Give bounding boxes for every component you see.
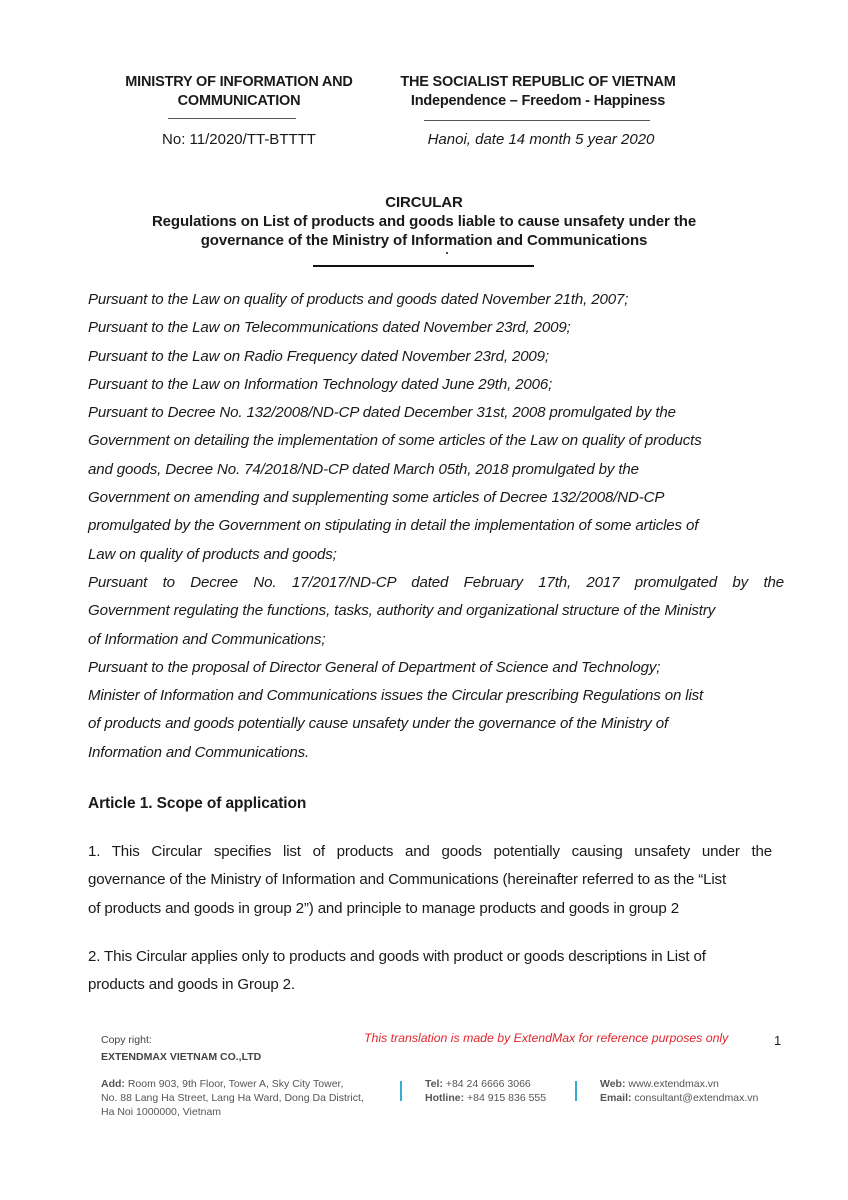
address-label: Add: xyxy=(101,1078,125,1090)
national-motto: Independence – Freedom - Happiness xyxy=(410,93,666,109)
circular-title xyxy=(60,193,788,250)
preamble-item-decree-17 xyxy=(88,569,784,654)
clause-line: 1. This Circular specifies list of products and goods potentially causing unsafety under the xyxy=(88,843,772,860)
preamble xyxy=(88,286,784,767)
footer-address xyxy=(101,1077,391,1119)
tel-label: Tel: xyxy=(425,1078,443,1090)
preamble-line: Government on amending and supplementing some articles of Decree 132/2008/ND-CP xyxy=(88,489,665,507)
tel-value: +84 24 6666 3066 xyxy=(442,1078,531,1090)
preamble-item-decree-132 xyxy=(88,399,784,569)
preamble-item: Pursuant to the Law on Radio Frequency dated November 23rd, 2009; xyxy=(88,347,549,365)
company-name: EXTENDMAX VIETNAM CO.,LTD xyxy=(101,1051,262,1063)
preamble-line: and goods, Decree No. 74/2018/ND-CP dated March 05th, 2018 promulgated by the xyxy=(88,460,639,478)
footer-separator xyxy=(400,1081,402,1101)
address-line: Room 903, 9th Floor, Tower A, Sky City Tower, xyxy=(124,1078,344,1090)
email-link[interactable]: consultant@extendmax.vn xyxy=(631,1092,759,1104)
article-1-title: Article 1. Scope of application xyxy=(88,795,307,812)
preamble-line: Government regulating the functions, tasks, authority and organizational structure of the Ministry xyxy=(88,602,716,620)
hotline-value: +84 915 836 555 xyxy=(464,1092,547,1104)
address-line: No. 88 Lang Ha Street, Lang Ha Ward, Dong Da District, xyxy=(101,1092,364,1104)
clause-line: products and goods in Group 2. xyxy=(88,976,295,994)
national-title-line1: THE SOCIALIST REPUBLIC OF VIETNAM xyxy=(400,74,676,90)
issue-date: Hanoi, date 14 month 5 year 2020 xyxy=(427,131,655,148)
preamble-line: of Information and Communications; xyxy=(88,630,326,648)
circular-subject-line1: Regulations on List of products and goods liable to cause unsafety under the xyxy=(151,213,697,230)
web-label: Web: xyxy=(600,1078,626,1090)
issuing-authority-line1: MINISTRY OF INFORMATION AND xyxy=(125,74,353,90)
authority-underline xyxy=(168,118,296,119)
email-label: Email: xyxy=(600,1092,632,1104)
issuing-authority xyxy=(108,73,370,111)
preamble-line: Pursuant to Decree No. 17/2017/ND-CP dated February 17th, 2017 promulgated by the xyxy=(88,573,784,591)
preamble-line: Information and Communications. xyxy=(88,743,310,761)
article-1-clause-2 xyxy=(88,943,772,1000)
footer-phone xyxy=(425,1077,575,1105)
copyright-label: Copy right: xyxy=(101,1034,152,1046)
preamble-item: Pursuant to the Law on quality of products and goods dated November 21th, 2007; xyxy=(88,291,629,308)
preamble-item: Pursuant to the proposal of Director General of Department of Science and Technology; xyxy=(88,658,661,676)
preamble-line: Pursuant to Decree No. 132/2008/ND-CP dated December 31st, 2008 promulgated by the xyxy=(88,404,676,422)
hotline-label: Hotline: xyxy=(425,1092,465,1104)
web-link[interactable]: www.extendmax.vn xyxy=(625,1078,719,1090)
footer-web xyxy=(600,1077,790,1105)
preamble-line: Government on detailing the implementation of some articles of the Law on quality of products xyxy=(88,432,702,450)
preamble-item: Pursuant to the Law on Information Technology dated June 29th, 2006; xyxy=(88,375,553,393)
translation-disclaimer: This translation is made by ExtendMax for reference purposes only xyxy=(364,1031,729,1045)
footer-separator xyxy=(575,1081,577,1101)
preamble-line: Minister of Information and Communications issues the Circular prescribing Regulations on list xyxy=(88,687,704,705)
preamble-line: of products and goods potentially cause unsafety under the governance of the Ministry of xyxy=(88,715,669,733)
national-title xyxy=(398,73,678,111)
preamble-line: Law on quality of products and goods; xyxy=(88,545,337,563)
title-underline xyxy=(313,265,534,267)
preamble-item: Pursuant to the Law on Telecommunications dated November 23rd, 2009; xyxy=(88,319,571,337)
article-1-clause-1 xyxy=(88,838,772,923)
motto-underline xyxy=(424,120,650,121)
issuing-authority-line2: COMMUNICATION xyxy=(177,93,301,109)
circular-subject-line2: governance of the Ministry of Information and Communications xyxy=(200,232,648,249)
preamble-line: promulgated by the Government on stipulating in detail the implementation of some articles of xyxy=(88,517,699,535)
preamble-item-minister xyxy=(88,682,784,767)
page-number: 1 xyxy=(774,1033,782,1048)
clause-line: of products and goods in group 2”) and principle to manage products and goods in group 2 xyxy=(88,899,679,917)
clause-line: 2. This Circular applies only to products and goods with product or goods descriptions in List of xyxy=(88,948,706,965)
clause-line: governance of the Ministry of Information and Communications (hereinafter referred to as the “List xyxy=(88,871,727,889)
circular-heading: CIRCULAR xyxy=(385,194,463,211)
document-number: No: 11/2020/TT-BTTTT xyxy=(162,131,316,148)
address-line: Ha Noi 1000000, Vietnam xyxy=(101,1106,222,1118)
stray-dot xyxy=(446,252,448,254)
